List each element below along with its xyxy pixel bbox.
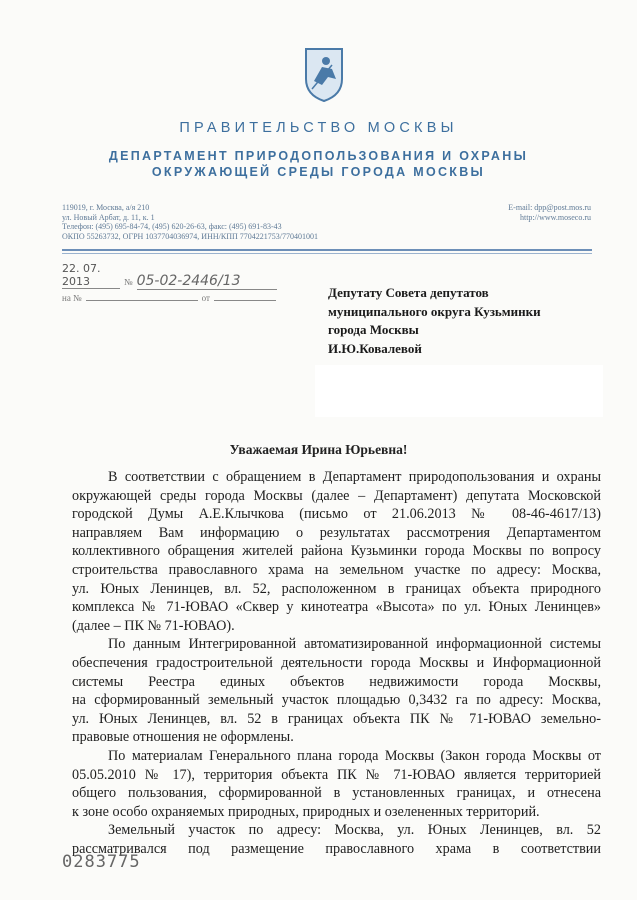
registration-date: 22. 07. 2013 <box>62 262 120 289</box>
divider <box>62 249 592 251</box>
registration-number: 05-02-2446/13 <box>137 273 277 290</box>
address-line: 119019, г. Москва, а/я 210 <box>62 203 150 212</box>
paragraph-line: По данным Интегрированной автоматизированной информационной системы <box>108 636 601 653</box>
paragraph-line: Земельный участок по адресу: Москва, ул. Юных Ленинцев, вл. 52 <box>108 822 601 839</box>
redacted-area <box>315 365 603 417</box>
paragraph-line: системы Реестра единых объектов недвижимости города Москвы, <box>72 673 601 690</box>
paragraph-line: на сформированный земельный участок площадью 0,3432 га по адресу: Москва, <box>72 692 601 709</box>
email: E-mail: dpp@post.mos.ru <box>508 203 591 212</box>
paragraph-line: 05.05.2010 № 17), территория объекта ПК № 71-ЮВАО является территорией <box>72 766 601 783</box>
registration-line <box>62 262 277 290</box>
paragraph-line: комплекса № 71-ЮВАО «Сквер у кинотеатра «Высота» по ул. Юных Ленинцев» <box>72 599 601 616</box>
registry-codes-line: ОКПО 55263732, ОГРН 1037704036974, ИНН/КПП 7704221753/770401001 <box>62 231 318 241</box>
addressee-line: муниципального округа Кузьминки <box>328 303 541 319</box>
paragraph-line: обеспечения градостроительной деятельности города Москвы и Информационной <box>72 654 601 671</box>
greeting: Уважаемая Ирина Юрьевна! <box>229 442 408 457</box>
paragraph-line: к зоне особо охраняемых природных, природных и озелененных территорий. <box>72 803 540 820</box>
stamp-number: 0283775 <box>62 852 141 872</box>
paragraph-line: строительства православного храма на земельном участке по адресу: Москва, <box>72 561 601 578</box>
addressee-line: Депутату Совета депутатов <box>328 285 489 300</box>
addressee-line: города Москвы <box>328 322 419 337</box>
paragraph-line: ул. Юных Ленинцев, вл. 52 в границах объекта ПК № 71-ЮВАО земельно- <box>72 710 601 727</box>
department-name-line2: ОКРУЖАЮЩЕЙ СРЕДЫ ГОРОДА МОСКВЫ <box>151 165 486 179</box>
paragraph-line: По материалам Генерального плана города Москвы (Закон города Москвы от <box>108 747 601 764</box>
website: http://www.moseco.ru <box>519 212 591 222</box>
paragraph-line: правовые отношения не оформлены. <box>72 729 294 746</box>
addressee <box>328 284 541 358</box>
government-title: ПРАВИТЕЛЬСТВО МОСКВЫ <box>179 120 458 136</box>
phone-line: Телефон: (495) 695-84-74, (495) 620-26-63, факс: (495) 691-83-43 <box>62 222 282 232</box>
paragraph-line: окружающей среды города Москвы (далее – Департамент) депутата Московской <box>72 487 601 504</box>
reference-line <box>62 288 276 306</box>
paragraph-line: рассматривался под размещение православного храма в соответствии <box>72 840 601 857</box>
addressee-name: И.Ю.Ковалевой <box>328 340 422 356</box>
ref-label: на № <box>62 293 82 303</box>
department-name-line1: ДЕПАРТАМЕНТ ПРИРОДОПОЛЬЗОВАНИЯ И ОХРАНЫ <box>108 149 529 163</box>
department-address <box>62 203 318 241</box>
paragraph-line: коллективного обращения жителей района Кузьминки города Москвы по вопросу <box>72 543 601 560</box>
paragraph-line: общего пользования, сформированной в установленных границах, и отнесена <box>72 785 601 802</box>
paragraph-line: В соответствии с обращением в Департамент природопользования и охраны <box>108 469 601 485</box>
divider <box>62 253 592 254</box>
contacts <box>508 203 591 222</box>
number-label: № <box>124 277 133 287</box>
moscow-coat-of-arms-icon <box>302 45 346 103</box>
paragraph-line: городской Думы А.Е.Клычкова (письмо от 21.06.2013 № 08-46-4617/13) <box>72 506 601 523</box>
from-label: от <box>201 293 210 303</box>
paragraph-line: направляем Вам информацию о результатах рассмотрения Департаментом <box>72 524 601 541</box>
paragraph-line: ул. Юных Ленинцев, вл. 52, расположенном в границах объекта природного <box>72 580 601 597</box>
paragraph-line: (далее – ПК № 71-ЮВАО). <box>72 617 235 634</box>
address-line: ул. Новый Арбат, д. 11, к. 1 <box>62 212 155 222</box>
letter-body <box>72 468 601 858</box>
